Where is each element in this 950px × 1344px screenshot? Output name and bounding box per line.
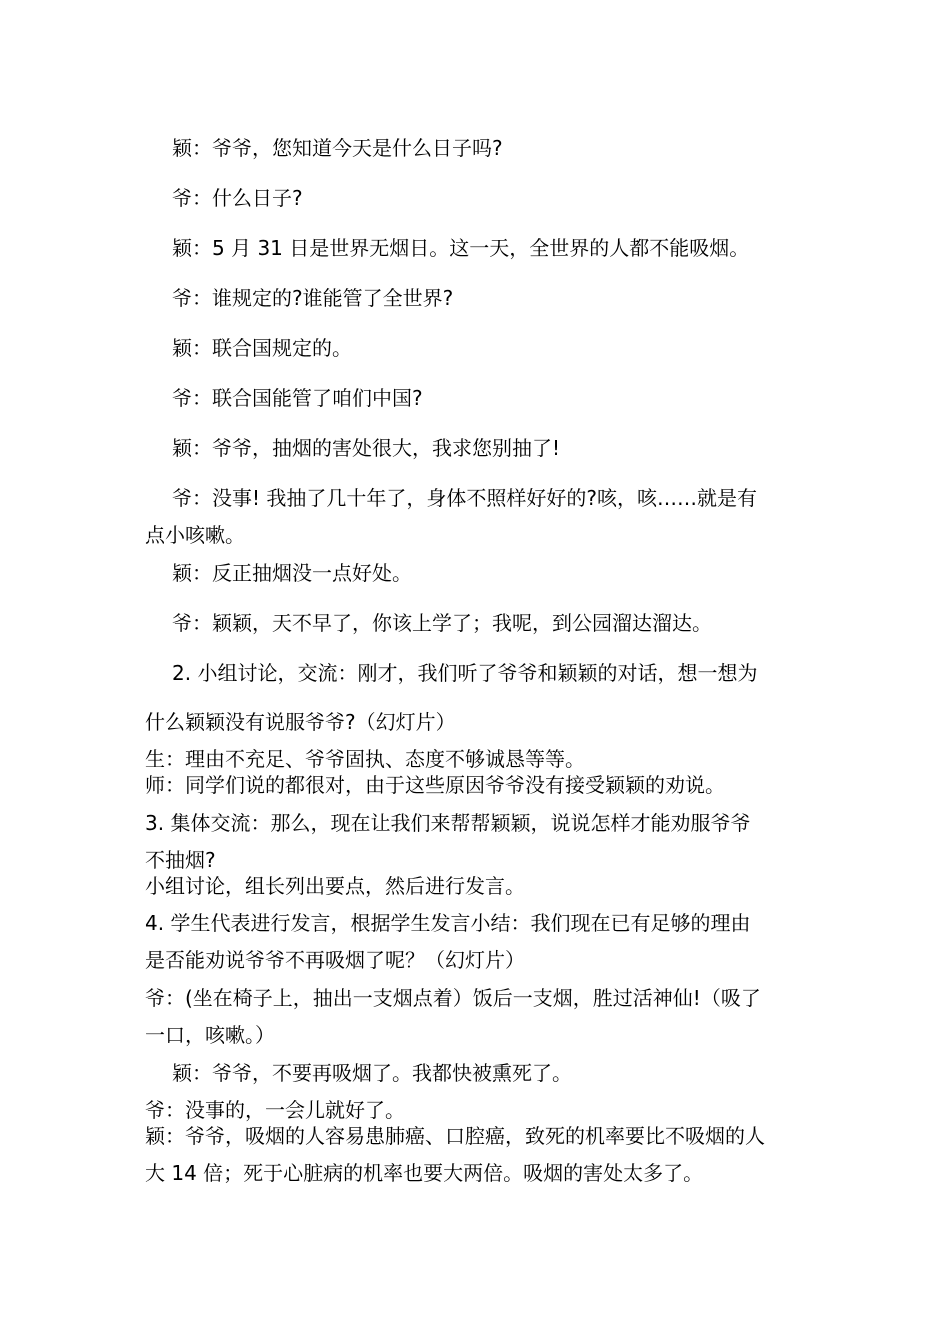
dialogue-line: 爷：什么日子? — [172, 186, 303, 210]
step-heading: 4. 学生代表进行发言，根据学生发言小结：我们现在已有足够的理由 — [145, 911, 751, 935]
step-heading-continued: 是否能劝说爷爷不再吸烟了呢？（幻灯片） — [145, 948, 525, 972]
dialogue-line: 爷：谁规定的?谁能管了全世界? — [172, 286, 454, 310]
body-text: 小组讨论，组长列出要点，然后进行发言。 — [145, 874, 525, 898]
dialogue-line: 颖：反正抽烟没一点好处。 — [172, 561, 412, 585]
dialogue-line: 爷：(坐在椅子上，抽出一支烟点着）饭后一支烟，胜过活神仙!（吸了 — [145, 986, 761, 1010]
dialogue-line-continued: 大 14 倍；死于心脏病的机率也要大两倍。吸烟的害处太多了。 — [145, 1161, 704, 1185]
dialogue-line: 颖：爷爷，抽烟的害处很大，我求您别抽了! — [172, 436, 561, 460]
dialogue-line: 爷：颖颖，天不早了，你该上学了；我呢，到公园溜达溜达。 — [172, 611, 712, 635]
dialogue-line-continued: 点小咳嗽。 — [145, 523, 245, 547]
step-heading: 2. 小组讨论，交流：刚才，我们听了爷爷和颖颖的对话，想一想为 — [172, 661, 758, 685]
step-heading-continued: 不抽烟? — [145, 848, 216, 872]
dialogue-line: 爷：没事! 我抽了几十年了，身体不照样好好的?咳，咳……就是有 — [172, 486, 757, 510]
step-heading: 3. 集体交流：那么，现在让我们来帮帮颖颖，说说怎样才能劝服爷爷 — [145, 811, 751, 835]
dialogue-line: 颖：爷爷，吸烟的人容易患肺癌、口腔癌，致死的机率要比不吸烟的人 — [145, 1124, 765, 1148]
teacher-remark: 师：同学们说的都很对，由于这些原因爷爷没有接受颖颖的劝说。 — [145, 773, 725, 797]
dialogue-line: 颖：5 月 31 日是世界无烟日。这一天，全世界的人都不能吸烟。 — [172, 236, 750, 260]
dialogue-line-continued: 一口，咳嗽。） — [145, 1023, 275, 1047]
dialogue-line: 爷：联合国能管了咱们中国? — [172, 386, 423, 410]
student-answer: 生：理由不充足、爷爷固执、态度不够诚恳等等。 — [145, 747, 585, 771]
dialogue-line: 颖：爷爷，不要再吸烟了。我都快被熏死了。 — [172, 1061, 572, 1085]
dialogue-line: 爷：没事的，一会儿就好了。 — [145, 1098, 405, 1122]
dialogue-line: 颖：联合国规定的。 — [172, 336, 352, 360]
dialogue-line: 颖：爷爷，您知道今天是什么日子吗? — [172, 136, 503, 160]
step-heading-continued: 什么颖颖没有说服爷爷?（幻灯片） — [145, 710, 456, 734]
